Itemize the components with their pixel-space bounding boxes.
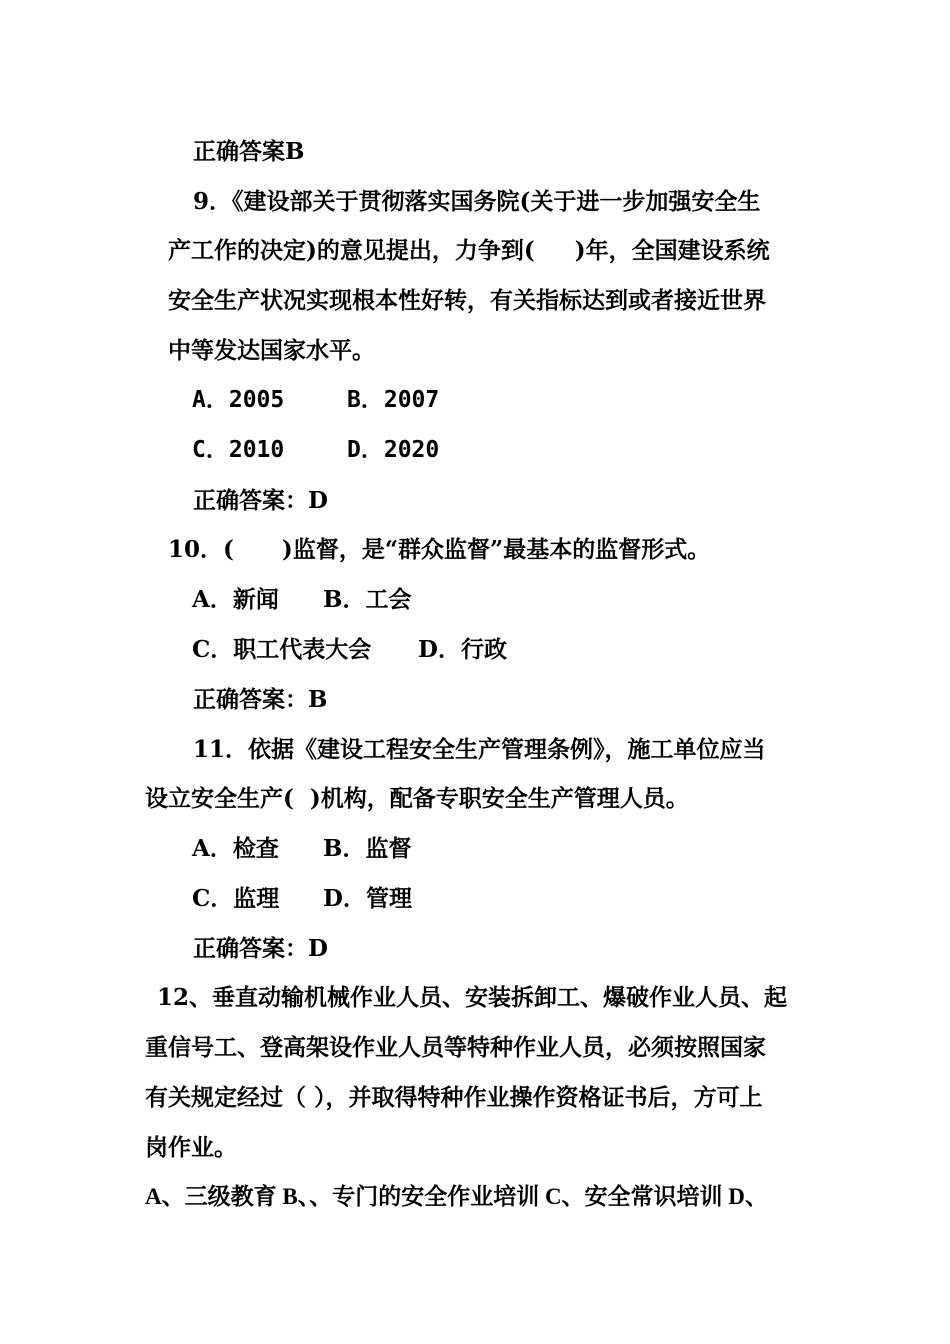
q9-answer: 正确答案：D: [193, 487, 328, 514]
q11-option-b: B．监督: [323, 835, 412, 862]
q9-option-c: C．2010: [192, 437, 285, 463]
q9-question-line-1: 9．《建设部关于贯彻落实国务院(关于进一步加强安全生: [193, 188, 761, 215]
q9-question-line-2: 产工作的决定)的意见提出，力争到( )年，全国建设系统: [168, 237, 770, 264]
q9-option-a: A．2005: [192, 387, 285, 413]
q11-answer: 正确答案：D: [193, 935, 328, 962]
q10-option-d: D．行政: [418, 636, 507, 663]
q10-answer: 正确答案：B: [193, 686, 328, 713]
q11-option-a: A．检查: [192, 835, 279, 862]
q8-answer: 正确答案B: [193, 138, 305, 165]
q10-option-a: A．新闻: [192, 586, 279, 613]
q9-option-b: B．2007: [347, 387, 440, 413]
q11-option-c: C．监理: [192, 885, 280, 912]
q9-question-line-3: 安全生产状况实现根本性好转，有关指标达到或者接近世界: [168, 287, 766, 314]
q10-option-b: B．工会: [323, 586, 412, 613]
q12-question-line-2: 重信号工、登高架设作业人员等特种作业人员，必须按照国家: [145, 1034, 766, 1061]
q11-question-line-2: 设立安全生产( )机构，配备专职安全生产管理人员。: [145, 785, 689, 812]
q9-option-d: D．2020: [347, 437, 440, 463]
q12-question-line-3: 有关规定经过（ ），并取得特种作业操作资格证书后，方可上: [145, 1084, 763, 1111]
q10-question: 10．( )监督，是“群众监督”最基本的监督形式。: [168, 536, 711, 563]
q12-question-line-1: 12、垂直动输机械作业人员、安装拆卸工、爆破作业人员、起: [157, 984, 788, 1011]
q11-question-line-1: 11．依据《建设工程安全生产管理条例》，施工单位应当: [193, 736, 766, 763]
q9-question-line-4: 中等发达国家水平。: [168, 337, 375, 364]
q10-option-c: C．职工代表大会: [192, 636, 372, 663]
q12-options-line: A、三级教育 B、、专门的安全作业培训 C、安全常识培训 D、: [145, 1184, 768, 1209]
q11-option-d: D．管理: [323, 885, 412, 912]
q12-question-line-4: 岗作业。: [145, 1134, 237, 1161]
